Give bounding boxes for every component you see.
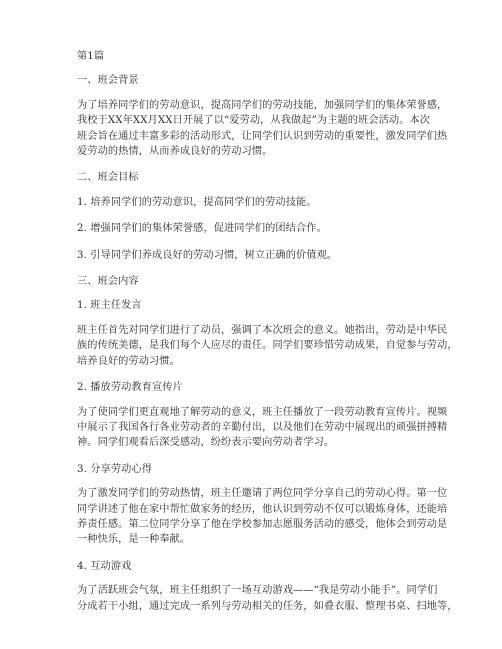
paragraph-line: 班会旨在通过丰富多彩的活动形式，让同学们认识到劳动的重要性，激发同学们热 [77,130,448,142]
part-label: 第1篇 [77,51,105,62]
paragraph-line: 爱劳动的热情，从而养成良好的劳动习惯。 [77,146,273,158]
content-item-title: 4. 互动游戏 [77,560,132,572]
goal-item: 3. 引导同学们养成良好的劳动习惯，树立正确的价值观。 [77,249,338,261]
paragraph-background [77,98,448,160]
paragraph-line: 神。同学们观看后深受感动，纷纷表示要向劳动者学习。 [77,437,335,449]
paragraph-teacher-speech [77,323,458,369]
paragraph-line: 养责任感。第二位同学分享了他在学校参加志愿服务活动的感受，他体会到劳动是 [77,518,448,530]
paragraph-line: 为了活跃班会气氛，班主任组织了一场互动游戏——“我是劳动小能手”。同学们 [77,585,438,597]
content-item-title: 3. 分享劳动心得 [77,463,152,475]
document-body [77,49,458,614]
paragraph-line: 一种快乐，是一种奉献。 [77,534,191,546]
goal-item: 2. 增强同学们的集体荣誉感，促进同学们的团结合作。 [77,223,327,235]
paragraph-line: 为了培养同学们的劳动意识，提高同学们的劳动技能，加强同学们的集体荣誉感， [77,99,448,111]
content-item-title: 2. 播放劳动教育宣传片 [77,382,183,394]
content-item-title: 1. 班主任发言 [77,300,142,312]
section-title-content: 三、班会内容 [77,276,139,288]
section-title-background: 一、班会背景 [77,75,139,87]
paragraph-sharing [77,486,448,548]
paragraph-line: 为了使同学们更直观地了解劳动的意义，班主任播放了一段劳动教育宣传片。视频 [77,406,448,418]
paragraph-line: 为了激发同学们的劳动热情，班主任邀请了两位同学分享自己的劳动心得。第一位 [77,488,448,500]
goal-item: 1. 培养同学们的劳动意识，提高同学们的劳动技能。 [77,196,317,208]
paragraph-line: 我校于XX年XX月XX日开展了以“爱劳动，从我做起”为主题的班会活动。本次 [77,115,431,127]
paragraph-line: 班主任首先对同学们进行了动员，强调了本次班会的意义。她指出，劳动是中华民 [77,324,448,336]
paragraph-line: 分成若干小组，通过完成一系列与劳动相关的任务，如叠衣服、整理书桌、扫地等， [77,600,458,612]
paragraph-video [77,405,448,451]
paragraph-line: 同学讲述了他在家中帮忙做家务的经历，他认识到劳动不仅可以锻炼身体，还能培 [77,503,448,515]
section-title-goals: 二、班会目标 [77,172,139,184]
paragraph-line: 中展示了我国各行各业劳动者的辛勤付出，以及他们在劳动中展现出的顽强拼搏精 [77,421,448,433]
paragraph-line: 培养良好的劳动习惯。 [77,355,180,367]
paragraph-line: 族的传统美德，是我们每个人应尽的责任。同学们要珍惜劳动成果，自觉参与劳动， [77,340,458,352]
paragraph-game [77,583,458,614]
